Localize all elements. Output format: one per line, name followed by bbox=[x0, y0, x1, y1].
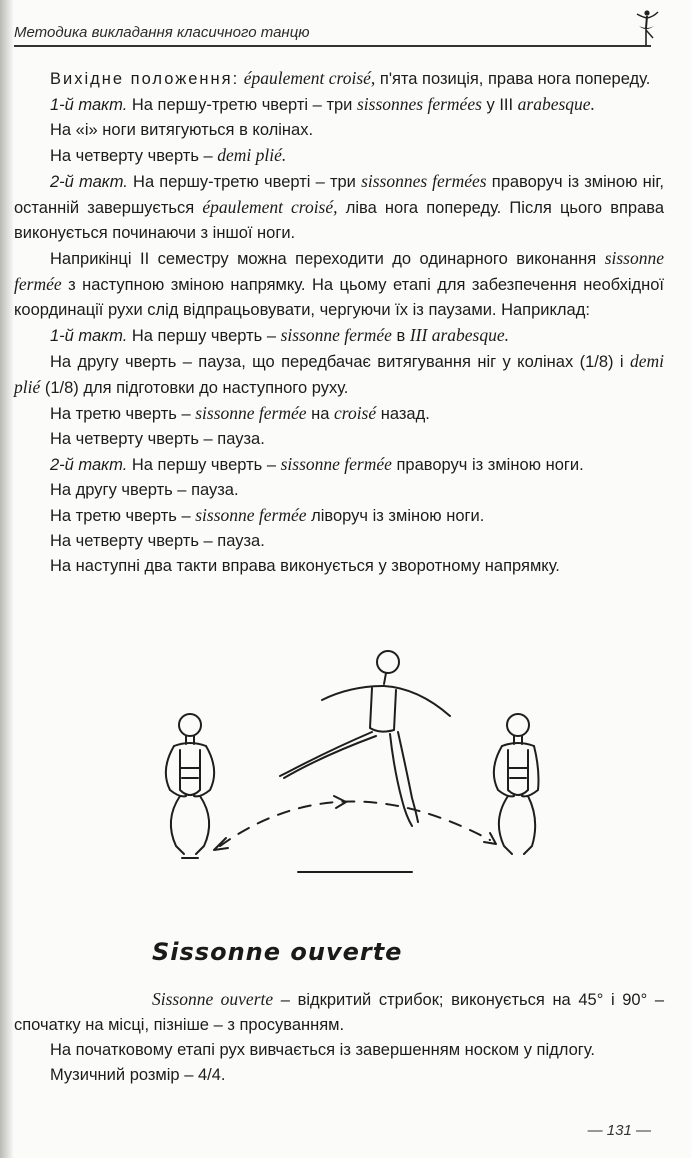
paragraph-third-count: На третю чверть – sissonne fermée на croisé назад. bbox=[50, 403, 430, 423]
sissonne-illustration bbox=[150, 650, 540, 890]
paragraph-bar-1: 1-й такт. На першу-третю чверті – три sissonnes fermées у III arabesque. bbox=[50, 94, 595, 114]
page-number: — 131 — bbox=[587, 1122, 651, 1139]
running-title: Методика викладання класичного танцю bbox=[14, 24, 310, 41]
paragraph-example-bar-2: 2-й такт. На першу чверть – sissonne fermée праворуч із зміною ноги. bbox=[50, 454, 584, 474]
trajectory-arrow-middle bbox=[334, 796, 346, 808]
trajectory-arrow-right bbox=[484, 833, 496, 844]
dancer-right-figure bbox=[494, 714, 539, 854]
paragraph-starting-position: Вихідне положення: épaulement croisé, п'ята позиція, права нога попереду. bbox=[50, 68, 651, 88]
dancer-left-figure bbox=[166, 714, 214, 858]
paragraph-initial-stage: На початковому етапі рух вивчається із завершенням носком у підлогу. bbox=[50, 1041, 595, 1059]
running-header bbox=[14, 24, 651, 47]
paragraph-fourth-count-pause-2: На четверту чверть – пауза. bbox=[50, 532, 265, 550]
section-text bbox=[14, 987, 664, 1088]
paragraph-bar-2: 2-й такт. На першу-третю чверті – три sissonnes fermées праворуч із зміною ніг, останній завершується épaulement croisé, ліва нога попереду. Після цього вправа виконується починаючи з іншої ноги. bbox=[14, 171, 665, 242]
paragraph-semester-end: Наприкінці II семестру можна переходити до одинарного виконання sissonne fermée з наступною зміною напрямку. На цьому етапі для забезпечення необхідної координації рухи слід відпрацьовувати, чергуючи їх із паузами. Наприклад: bbox=[14, 248, 664, 319]
main-text bbox=[14, 66, 664, 579]
paragraph-second-count: На другу чверть – пауза, що передбачає витягування ніг у колінах (1/8) і demi plié (1/8) для підготовки до наступного руху. bbox=[14, 351, 664, 397]
trajectory-dashed-arc bbox=[220, 801, 490, 846]
paragraph-third-count-left: На третю чверть – sissonne fermée ліворуч із зміною ноги. bbox=[50, 505, 485, 525]
paragraph-second-count-pause: На другу чверть – пауза. bbox=[50, 481, 239, 499]
paragraph-musical-meter: Музичний розмір – 4/4. bbox=[50, 1066, 226, 1084]
paragraph-definition: Sissonne ouverte – відкритий стрибок; виконується на 45° і 90° – спочатку на місці, пізніше – з просуванням. bbox=[14, 989, 664, 1034]
scan-edge-shadow bbox=[0, 0, 14, 1158]
paragraph-and-count: На «і» ноги витягуються в колінах. bbox=[50, 121, 314, 139]
paragraph-reverse: На наступні два такти вправа виконується у зворотному напрямку. bbox=[50, 557, 560, 575]
dancer-center-leaping bbox=[280, 651, 450, 826]
trajectory-arrow-left bbox=[214, 838, 228, 850]
paragraph-fourth-count: На четверту чверть – demi plié. bbox=[50, 145, 287, 165]
section-title: Sissonne ouverte bbox=[152, 938, 403, 966]
paragraph-example-bar-1: 1-й такт. На першу чверть – sissonne fermée в III arabesque. bbox=[50, 325, 509, 345]
ballerina-icon bbox=[631, 8, 661, 48]
paragraph-fourth-count-pause: На четверту чверть – пауза. bbox=[50, 430, 265, 448]
